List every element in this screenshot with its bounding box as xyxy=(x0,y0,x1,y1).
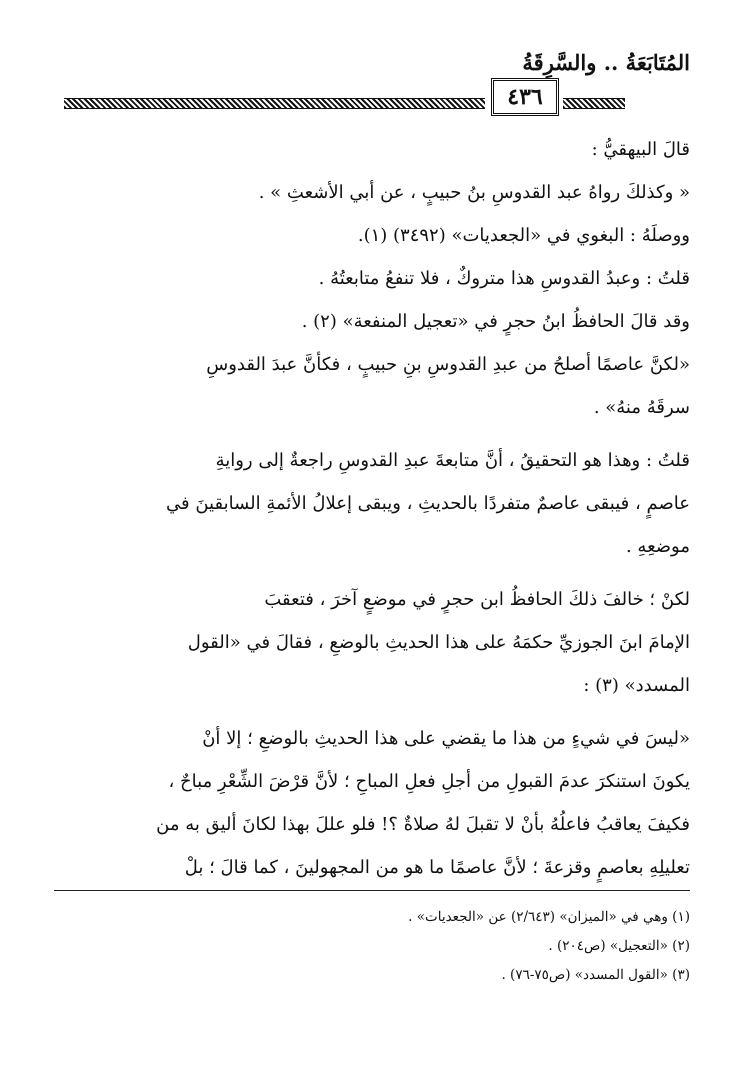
footnote: (٣) «القول المسدد» (ص٧٥-٧٦) . xyxy=(501,967,690,983)
body-line: ووصلَهُ : البغوي في «الجعديات» (٣٤٩٢) (١). xyxy=(357,225,690,246)
footnote: (٢) «التعجيل» (ص٢٠٤) . xyxy=(548,938,690,954)
body-line: يكونَ استنكرَ عدمَ القبولِ من أجلِ فعلِ المباحِ ؛ لأنَّ قرْضَ الشِّعْرِ مباحٌ ، xyxy=(168,771,690,792)
body-line: تعليلِهِ بعاصمٍ وقزعةَ ؛ لأنَّ عاصمًا ما هو من المجهولينَ ، كما قالَ ؛ بلْ xyxy=(184,857,690,878)
body-line: لكنْ ؛ خالفَ ذلكَ الحافظُ ابن حجرٍ في موضعٍ آخرَ ، فتعقبَ xyxy=(264,589,690,610)
body-line: قالَ البيهقيُّ : xyxy=(591,139,690,160)
body-line: المسدد» (٣) : xyxy=(583,675,690,696)
body-line: فكيفَ يعاقبُ فاعلُهُ بأنْ لا تقبلَ لهُ صلاةٌ ؟! فلو عللَ بهذا لكانَ أليق به من xyxy=(156,814,690,835)
body-line: « وكذلكَ رواهُ عبد القدوسِ بنُ حبيبٍ ، عن أبي الأشعثِ » . xyxy=(258,182,690,203)
body-line: قلتُ : وعبدُ القدوسِ هذا متروكٌ ، فلا تنفعُ متابعتُهُ . xyxy=(318,268,690,289)
running-title: المُتَابَعَةُ .. والسَّرِقَةُ xyxy=(522,50,690,75)
page-body xyxy=(54,128,690,889)
header-rule-right xyxy=(64,98,485,109)
body-line: قلتُ : وهذا هو التحقيقُ ، أنَّ متابعةَ عبدِ القدوسِ راجعةٌ إلى روايةِ xyxy=(215,450,690,471)
page-number: ٤٣٦ xyxy=(491,78,559,116)
page-header xyxy=(0,0,752,120)
body-line: وقد قالَ الحافظُ ابنُ حجرٍ في «تعجيل المنفعة» (٢) . xyxy=(301,311,690,332)
header-rule-left xyxy=(563,98,625,109)
footnote: (١) وهي في «الميزان» (٢/٦٤٣) عن «الجعديات» . xyxy=(408,909,690,925)
body-line: الإمامَ ابنَ الجوزيِّ حكمَهُ على هذا الحديثِ بالوضعِ ، فقالَ في «القول xyxy=(187,632,690,653)
footnotes xyxy=(54,890,690,990)
body-line: موضعِهِ . xyxy=(625,536,690,557)
body-line: «لكنَّ عاصمًا أصلحُ من عبدِ القدوسِ بنِ حبيبٍ ، فكأنَّ عبدَ القدوسِ xyxy=(206,354,690,375)
body-line: عاصمٍ ، فيبقى عاصمٌ متفردًا بالحديثِ ، ويبقى إعلالُ الأئمةِ السابقينَ في xyxy=(166,493,690,514)
body-line: «ليسَ في شيءٍ من هذا ما يقضي على هذا الحديثِ بالوضعِ ؛ إلا أنْ xyxy=(202,728,690,749)
body-line: سرقَهُ منهُ» . xyxy=(593,397,690,418)
